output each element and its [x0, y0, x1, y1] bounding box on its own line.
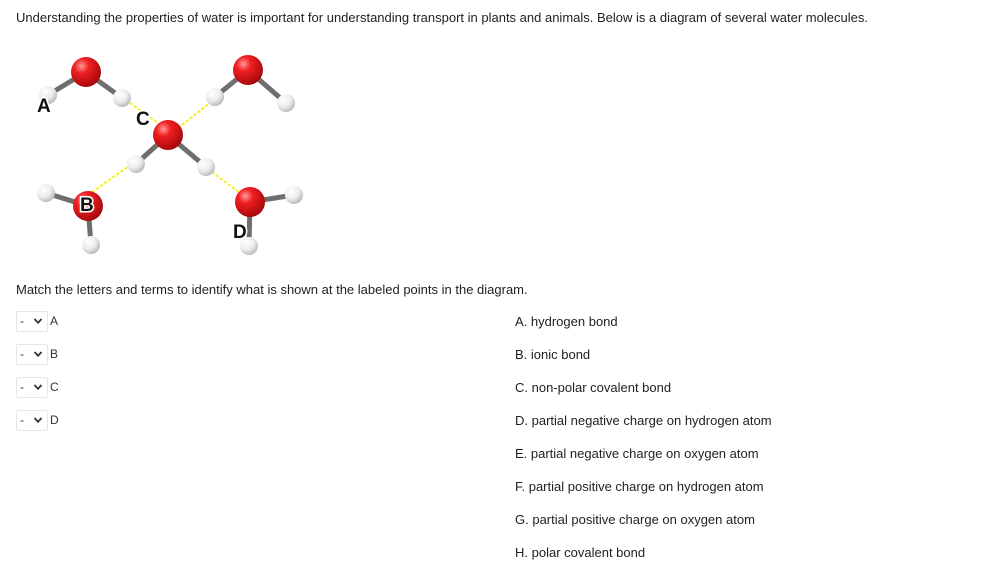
chevron-down-icon	[33, 415, 43, 425]
hydrogen-atoms	[37, 86, 303, 255]
hydrogen-atom	[113, 89, 131, 107]
option-d: D. partial negative charge on hydrogen atom	[515, 413, 772, 428]
intro-text: Understanding the properties of water is important for understanding transport in plants and animals. Below is a diagram of several water molecules.	[16, 10, 868, 25]
match-row-c	[16, 377, 59, 397]
label-a: A	[37, 96, 51, 117]
hydrogen-atom	[37, 184, 55, 202]
hydrogen-atom	[82, 236, 100, 254]
label-b: B	[80, 195, 94, 216]
option-c: C. non-polar covalent bond	[515, 380, 672, 395]
label-c: C	[136, 109, 150, 130]
match-label-b: B	[50, 347, 59, 361]
label-d: D	[233, 222, 247, 243]
option-a: A. hydrogen bond	[515, 314, 618, 329]
answer-select-b[interactable]: -	[16, 344, 48, 365]
chevron-down-icon	[33, 349, 43, 359]
hydrogen-atom	[197, 158, 215, 176]
oxygen-atom	[153, 120, 183, 150]
option-b: B. ionic bond	[515, 347, 591, 362]
match-label-c: C	[50, 380, 59, 394]
instruction-text: Match the letters and terms to identify what is shown at the labeled points in the diagram.	[16, 282, 528, 297]
option-e: E. partial negative charge on oxygen atom	[515, 446, 759, 461]
oxygen-atom	[235, 187, 265, 217]
answer-select-c[interactable]: -	[16, 377, 48, 398]
chevron-down-icon	[33, 316, 43, 326]
match-label-d: D	[50, 413, 59, 427]
hydrogen-atom	[285, 186, 303, 204]
answer-select-a[interactable]: -	[16, 311, 48, 332]
answer-select-d[interactable]: -	[16, 410, 48, 431]
match-row-d	[16, 410, 59, 430]
match-label-a: A	[50, 314, 59, 328]
match-row-b	[16, 344, 58, 364]
oxygen-atom	[233, 55, 263, 85]
water-molecules-diagram	[30, 48, 320, 268]
chevron-down-icon	[33, 382, 43, 392]
hydrogen-atom	[127, 155, 145, 173]
option-h: H. polar covalent bond	[515, 545, 646, 560]
match-row-a	[16, 311, 58, 331]
hydrogen-atom	[277, 94, 295, 112]
option-g: G. partial positive charge on oxygen atom	[515, 512, 755, 527]
hbond-left	[92, 166, 129, 192]
oxygen-atom	[71, 57, 101, 87]
option-f: F. partial positive charge on hydrogen atom	[515, 479, 764, 494]
hbond-top-right	[178, 102, 211, 128]
hydrogen-atom	[206, 88, 224, 106]
